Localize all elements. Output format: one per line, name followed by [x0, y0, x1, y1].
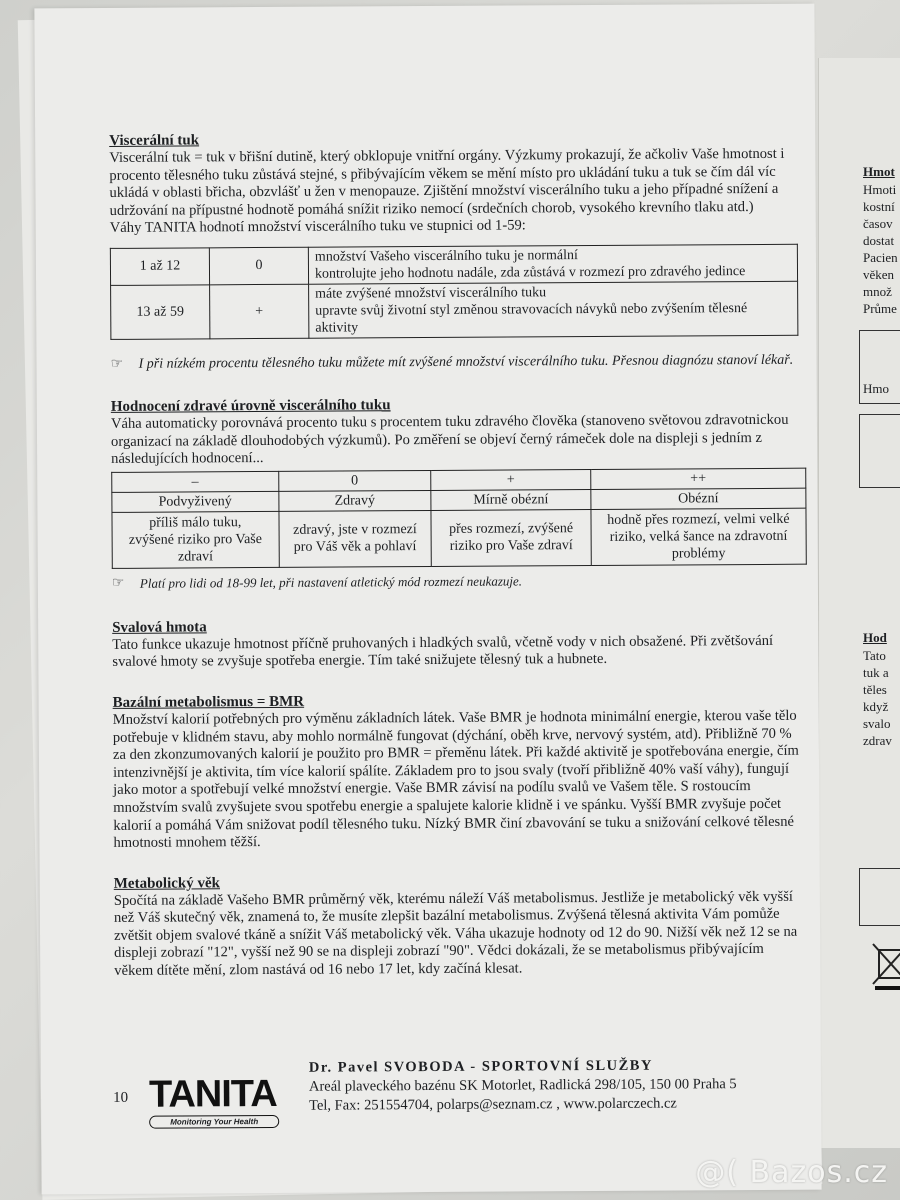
facing-page-fragment: Hmo: [863, 381, 889, 396]
facing-page-fragment: časov: [863, 216, 893, 231]
facing-page-fragment: svalo: [863, 716, 891, 731]
section-visceral-fat: [109, 128, 802, 374]
table-row: [112, 508, 806, 568]
table-cell: Zdravý: [278, 490, 431, 511]
page-number: 10: [112, 1089, 129, 1106]
facing-page-fragment: Pacien: [863, 250, 898, 265]
scale-intro: Váhy TANITA hodnotí množství viscerálního tuku ve stupnici od 1-59:: [109, 217, 526, 237]
facing-page-fragment: zdrav: [863, 733, 892, 748]
section-muscle-mass: [112, 614, 804, 671]
table-cell-line: máte zvýšené množství viscerálního tuku: [315, 285, 547, 302]
facing-page-fragment: věken: [863, 267, 895, 282]
facing-page-fragment: množ: [863, 284, 892, 299]
table-cell: [309, 281, 798, 338]
weee-bin-icon: [871, 940, 900, 990]
section-bmr: [113, 690, 806, 853]
table-cell: příliš málo tuku, zvýšené riziko pro Vaše zdraví: [112, 511, 279, 568]
facing-page: [818, 58, 900, 1148]
facing-page-fragment: dostat: [863, 233, 895, 248]
facing-page-fragment: Tato: [863, 648, 886, 663]
note: [111, 352, 803, 374]
note: [112, 570, 804, 592]
section-body: Váha automaticky porovnává procento tuku s procentem tuku zdravého člověka (stanoveno světovou zdravotnickou organizací na základě dlouhodobých výzkumů). Po změření se objeví černý rámeček dole na displeji s jedním z následujících hodnocení...: [110, 411, 789, 468]
table-row: [110, 244, 797, 285]
pointing-hand-icon: ☞: [111, 575, 125, 591]
table-cell: Obézní: [591, 488, 806, 509]
company-contact: Tel, Fax: 251554704, polarps@seznam.cz , www.polarczech.cz: [309, 1095, 677, 1114]
pointing-hand-icon: ☞: [110, 356, 124, 372]
table-cell: –: [112, 471, 279, 492]
table-cell: Mírně obézní: [431, 489, 591, 510]
table-cell: ++: [591, 468, 806, 489]
section-title: Svalová hmota: [112, 619, 207, 636]
facing-page-fragment: tuk a: [863, 665, 889, 680]
table-cell-line: kontrolujte jeho hodnotu nadále, zda zůstává v rozmezí pro zdravého jedince: [314, 264, 746, 282]
table-cell: hodně přes rozmezí, velmi velké riziko, velká šance na zdravotní problémy: [591, 508, 807, 565]
table-cell: 0: [278, 470, 431, 491]
company-address: Areál plaveckého bazénu SK Motorlet, Radlická 298/105, 150 00 Praha 5: [308, 1076, 737, 1095]
table-cell: [308, 244, 797, 284]
section-healthy-level: [111, 394, 804, 593]
section-title: Metabolický věk: [113, 874, 221, 892]
section-title: Hodnocení zdravé úrovně viscerálního tuku: [110, 397, 391, 415]
page-content: [109, 128, 806, 1003]
section-body: Viscerální tuk = tuk v břišní dutině, který obklopuje vnitřní orgány. Výzkumy prokazují, že ačkoliv Vaše hmotnost i procento tělesného tuku zůstává stejné, s přibývajícím věkem se mění místo pro ukládání tuku a tuk se čím dál víc ukládá v oblasti břicha, obzvlášť u žen v menopauze. Zjištění množství viscerálního tuku a jeho případné snížení a udržování na přípustné hodnotě pomáhá snížit riziko nemocí (srdečních chorob, vysokého krevního tlaku atd.): [109, 145, 785, 219]
evaluation-table: [111, 467, 807, 568]
table-cell-line: upravte svůj životní styl změnou stravovacích návyků nebo zvýšením tělesné aktivity: [315, 301, 748, 336]
facing-page-fragment: Průme: [863, 301, 897, 316]
facing-page-table: [859, 414, 900, 488]
company-name: Dr. Pavel SVOBODA - SPORTOVNÍ SLUŽBY: [308, 1057, 653, 1076]
table-cell: 0: [209, 247, 308, 285]
watermark: @( Bazos.cz: [695, 1155, 888, 1190]
table-cell: +: [431, 469, 591, 490]
section-title: Bazální metabolismus = BMR: [112, 693, 305, 711]
logo-wordmark: TANITA: [148, 1072, 277, 1116]
page-footer: [113, 1052, 834, 1146]
table-cell: zdravý, jste v rozmezí pro Váš věk a pohlaví: [279, 510, 432, 567]
table-cell: +: [210, 284, 309, 339]
section-body: Spočítá na základě Vašeho BMR průměrný věk, kterému náleží Váš metabolismus. Jestliže je metabolický věk vyšší než Váš skutečný věk, znamená to, že musíte zlepšit bazální metabolismus. Zvýšená tělesná aktivita Vám pomůže zvětšit objem svalové tkáně a snížit Váš metabolický věk. Váha ukazuje hodnoty od 12 do 90. Nižší věk než 12 se na displeji zobrazí "12", vyšší než 90 se na displeji zobrazí "90". Vědci dokázali, že se metabolismus přibývajícím věkem dítěte mění, zlom nastává od 16 nebo 17 let, kdy začíná klesat.: [113, 888, 798, 979]
note-text: I při nízkém procentu tělesného tuku můžete mít zvýšené množství viscerálního tuku. Přesnou diagnózu stanoví lékař.: [138, 352, 794, 372]
facing-page-fragment: kostní: [863, 199, 895, 214]
note-text: Platí pro lidi od 18-99 let, při nastavení atletický mód rozmezí neukazuje.: [139, 573, 523, 591]
facing-page-fragment: když: [863, 699, 889, 714]
table-cell: 1 až 12: [110, 248, 209, 286]
document-page: [34, 4, 821, 1195]
table-cell: přes rozmezí, zvýšené riziko pro Vaše zdraví: [431, 509, 591, 566]
facing-page-table: [859, 868, 900, 926]
facing-page-fragment: Hod: [863, 630, 887, 645]
company-info: [309, 1056, 737, 1116]
facing-page-fragment: Hmot: [863, 164, 895, 179]
tanita-logo: [148, 1072, 289, 1129]
section-body: Tato funkce ukazuje hmotnost příčně pruhovaných i hladkých svalů, včetně vody v nich obsažené. Při zvětšování svalové hmoty se zvyšuje spotřeba energie. Tím také snižujete tělesný tuk a hubnete.: [112, 632, 774, 671]
table-cell-line: množství Vašeho viscerálního tuku je normální: [314, 248, 578, 265]
table-row: [111, 281, 798, 339]
section-body: Množství kalorií potřebných pro výměnu základních látek. Vaše BMR je hodnota minimální energie, kterou vaše tělo potřebuje v klidném stavu, aby mohlo normálně fungovat (dýchání, oběh krve, nervový systém, atd). Přibližně 70 % za den zkonzumovaných kalorií je použito pro BMR = přeměnu látek. Při každé aktivitě je spotřebována energie, čím intenzivnější je aktivita, tím více kalorií spálíte. Základem pro to jsou svaly (tvoří přibližně 40% vaší váhy), fungují jako motor a spotřebují velké množství energie. Vaše BMR závisí na podílu svalů ve Vašem těle. S rostoucím množstvím svalů zvyšujete svou spotřebu energie a spalujete kalorie klidně i ve spánku. Vyšší BMR zvyšuje počet kalorií a pomáhá Vám snižovat podíl tělesného tuku. Nízký BMR činí zbavování se tuku a snižování celkové tělesné hmotnosti mnohem těžší.: [112, 707, 799, 852]
table-cell: 13 až 59: [111, 285, 210, 340]
section-metabolic-age: [114, 870, 807, 980]
facing-page-fragment: Hmoti: [863, 182, 897, 197]
visceral-scale-table: [110, 244, 799, 340]
logo-tagline: Monitoring Your Health: [149, 1115, 279, 1129]
section-title: Viscerální tuk: [109, 132, 200, 149]
facing-page-fragment: těles: [863, 682, 887, 697]
table-cell: Podvyživený: [112, 491, 279, 512]
